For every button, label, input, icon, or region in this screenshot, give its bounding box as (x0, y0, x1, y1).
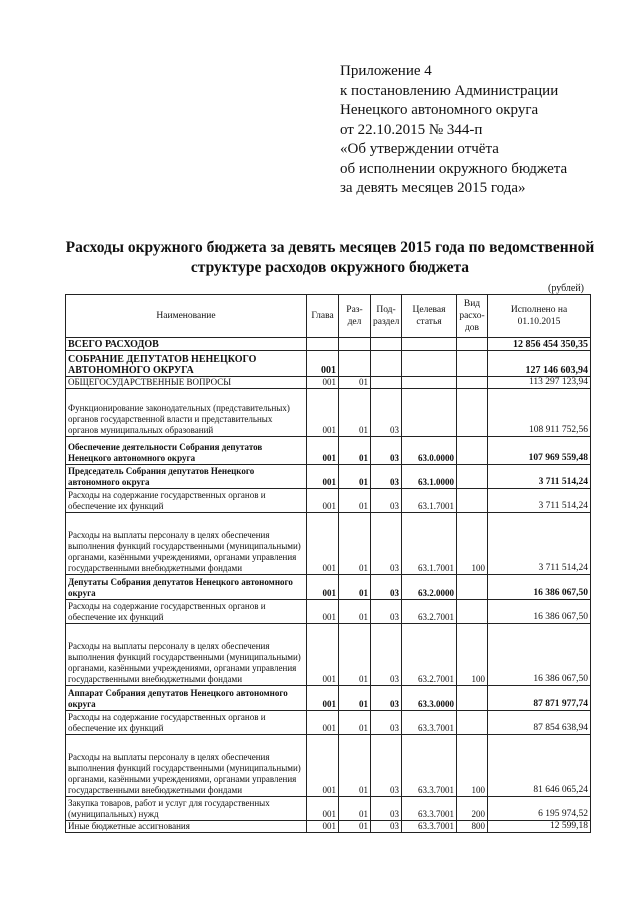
row-glava: 001 (307, 711, 339, 735)
row-statya: 63.0.0000 (402, 437, 457, 465)
table-row (66, 351, 591, 377)
row-glava: 001 (307, 351, 339, 377)
header-glava: Глава (307, 295, 339, 338)
header-razdel: Раз-дел (339, 295, 371, 338)
row-amount: 3 711 514,24 (488, 489, 591, 513)
row-name: ОБЩЕГОСУДАРСТВЕННЫЕ ВОПРОСЫ (66, 377, 307, 389)
header-podrazdel: Под-раздел (371, 295, 402, 338)
row-podrazdel: 03 (371, 624, 402, 686)
row-glava: 001 (307, 735, 339, 797)
header-statya: Целевая статья (402, 295, 457, 338)
row-vid (457, 575, 488, 600)
row-podrazdel (371, 377, 402, 389)
header-name: Наименование (66, 295, 307, 338)
row-razdel: 01 (339, 489, 371, 513)
table-row (66, 437, 591, 465)
row-podrazdel: 03 (371, 600, 402, 624)
row-amount: 6 195 974,52 (488, 797, 591, 821)
row-vid (457, 465, 488, 489)
table-row (66, 624, 591, 686)
row-glava: 001 (307, 437, 339, 465)
row-podrazdel: 03 (371, 821, 402, 833)
row-statya: 63.2.0000 (402, 575, 457, 600)
table-row (66, 338, 591, 351)
row-razdel: 01 (339, 735, 371, 797)
row-glava: 001 (307, 686, 339, 711)
row-vid: 100 (457, 513, 488, 575)
row-name: ВСЕГО РАСХОДОВ (66, 338, 307, 351)
table-row (66, 600, 591, 624)
row-statya: 63.3.0000 (402, 686, 457, 711)
table-header-row (66, 295, 591, 338)
row-razdel: 01 (339, 465, 371, 489)
row-amount: 108 911 752,56 (488, 389, 591, 437)
header-amount: Исполнено на 01.10.2015 (488, 295, 591, 338)
table-row (66, 735, 591, 797)
row-podrazdel: 03 (371, 686, 402, 711)
row-glava: 001 (307, 513, 339, 575)
row-vid (457, 437, 488, 465)
annex-line: об исполнении окружного бюджета (340, 160, 568, 177)
row-podrazdel: 03 (371, 797, 402, 821)
row-name: Расходы на выплаты персоналу в целях обеспечения выполнения функций государственными (муниципальными) органами, казёнными учреждениями, органами управления государственными внебюджетными фондами (66, 513, 307, 575)
row-podrazdel: 03 (371, 389, 402, 437)
row-vid (457, 377, 488, 389)
row-amount: 3 711 514,24 (488, 513, 591, 575)
row-razdel: 01 (339, 686, 371, 711)
row-podrazdel: 03 (371, 711, 402, 735)
row-amount: 16 386 067,50 (488, 600, 591, 624)
row-amount: 113 297 123,94 (488, 377, 591, 389)
row-statya (402, 377, 457, 389)
row-razdel: 01 (339, 797, 371, 821)
row-razdel: 01 (339, 377, 371, 389)
row-podrazdel: 03 (371, 513, 402, 575)
row-statya: 63.3.7001 (402, 735, 457, 797)
row-name: Расходы на выплаты персоналу в целях обеспечения выполнения функций государственными (муниципальными) органами, казёнными учреждениями, органами управления государственными внебюджетными фондами (66, 735, 307, 797)
row-statya: 63.3.7001 (402, 797, 457, 821)
row-vid (457, 711, 488, 735)
row-name: Расходы на содержание государственных органов и обеспечение их функций (66, 600, 307, 624)
row-statya: 63.1.7001 (402, 489, 457, 513)
row-podrazdel: 03 (371, 465, 402, 489)
table-row (66, 711, 591, 735)
row-name: Иные бюджетные ассигнования (66, 821, 307, 833)
row-name: Аппарат Собрания депутатов Ненецкого автономного округа (66, 686, 307, 711)
title-line-1: Расходы окружного бюджета за девять месяцев 2015 года по ведомственной (65, 239, 595, 256)
row-amount: 16 386 067,50 (488, 575, 591, 600)
row-glava (307, 338, 339, 351)
row-amount: 16 386 067,50 (488, 624, 591, 686)
row-glava: 001 (307, 797, 339, 821)
table-row (66, 389, 591, 437)
row-vid (457, 351, 488, 377)
row-vid (457, 686, 488, 711)
row-razdel: 01 (339, 624, 371, 686)
row-vid (457, 600, 488, 624)
row-vid (457, 389, 488, 437)
row-amount: 127 146 603,94 (488, 351, 591, 377)
row-name: Расходы на содержание государственных органов и обеспечение их функций (66, 711, 307, 735)
row-amount: 81 646 065,24 (488, 735, 591, 797)
row-glava: 001 (307, 489, 339, 513)
row-name: Депутаты Собрания депутатов Ненецкого автономного округа (66, 575, 307, 600)
row-podrazdel: 03 (371, 735, 402, 797)
annex-line: к постановлению Администрации (340, 82, 559, 99)
row-podrazdel: 03 (371, 489, 402, 513)
annex-line: за девять месяцев 2015 года» (340, 180, 526, 196)
table-row (66, 575, 591, 600)
row-podrazdel (371, 338, 402, 351)
row-name: Расходы на содержание государственных органов и обеспечение их функций (66, 489, 307, 513)
header-vid: Вид расхо-дов (457, 295, 488, 338)
row-name: Функционирование законодательных (представительных) органов государственной власти и представительных органов муниципальных образований (66, 389, 307, 437)
row-glava: 001 (307, 575, 339, 600)
title-line-2: структуре расходов окружного бюджета (190, 259, 470, 276)
row-razdel: 01 (339, 437, 371, 465)
expenses-table (65, 294, 591, 833)
row-name: Обеспечение деятельности Собрания депутатов Ненецкого автономного округа (66, 437, 307, 465)
row-amount: 12 599,18 (488, 821, 591, 833)
annex-line: Ненецкого автономного округа (340, 102, 539, 118)
row-glava: 001 (307, 389, 339, 437)
row-razdel: 01 (339, 600, 371, 624)
units-label: (рублей) (548, 283, 585, 294)
row-razdel (339, 351, 371, 377)
row-glava: 001 (307, 821, 339, 833)
row-podrazdel: 03 (371, 575, 402, 600)
row-glava: 001 (307, 624, 339, 686)
row-name: Председатель Собрания депутатов Ненецкого автономного округа (66, 465, 307, 489)
row-amount: 107 969 559,48 (488, 437, 591, 465)
row-name: Закупка товаров, работ и услуг для государственных (муниципальных) нужд (66, 797, 307, 821)
annex-line: Приложение 4 (340, 63, 432, 79)
row-amount: 3 711 514,24 (488, 465, 591, 489)
table-row (66, 465, 591, 489)
row-statya: 63.1.7001 (402, 513, 457, 575)
row-glava: 001 (307, 600, 339, 624)
row-glava: 001 (307, 377, 339, 389)
row-vid: 800 (457, 821, 488, 833)
row-statya: 63.1.0000 (402, 465, 457, 489)
row-vid: 200 (457, 797, 488, 821)
row-amount: 12 856 454 350,35 (488, 338, 591, 351)
document-title (55, 238, 605, 278)
row-statya (402, 338, 457, 351)
row-amount: 87 871 977,74 (488, 686, 591, 711)
row-vid (457, 338, 488, 351)
annex-block (340, 62, 630, 199)
row-razdel: 01 (339, 389, 371, 437)
row-razdel (339, 338, 371, 351)
row-name: Расходы на выплаты персоналу в целях обеспечения выполнения функций государственными (муниципальными) органами, казёнными учреждениями, органами управления государственными внебюджетными фондами (66, 624, 307, 686)
table-row (66, 821, 591, 833)
row-glava: 001 (307, 465, 339, 489)
row-razdel: 01 (339, 821, 371, 833)
table-row (66, 797, 591, 821)
row-statya: 63.3.7001 (402, 711, 457, 735)
table-row (66, 489, 591, 513)
row-statya: 63.2.7001 (402, 600, 457, 624)
annex-line: от 22.10.2015 № 344-п (340, 121, 483, 138)
row-razdel: 01 (339, 575, 371, 600)
annex-line: «Об утверждении отчёта (340, 141, 499, 157)
row-vid (457, 489, 488, 513)
row-amount: 87 854 638,94 (488, 711, 591, 735)
row-razdel: 01 (339, 513, 371, 575)
row-statya: 63.2.7001 (402, 624, 457, 686)
row-vid: 100 (457, 735, 488, 797)
table-row (66, 686, 591, 711)
row-razdel: 01 (339, 711, 371, 735)
table-row (66, 513, 591, 575)
row-name: СОБРАНИЕ ДЕПУТАТОВ НЕНЕЦКОГО АВТОНОМНОГО ОКРУГА (66, 351, 307, 377)
row-statya: 63.3.7001 (402, 821, 457, 833)
row-podrazdel (371, 351, 402, 377)
row-statya (402, 389, 457, 437)
table-row (66, 377, 591, 389)
row-vid: 100 (457, 624, 488, 686)
row-statya (402, 351, 457, 377)
row-podrazdel: 03 (371, 437, 402, 465)
